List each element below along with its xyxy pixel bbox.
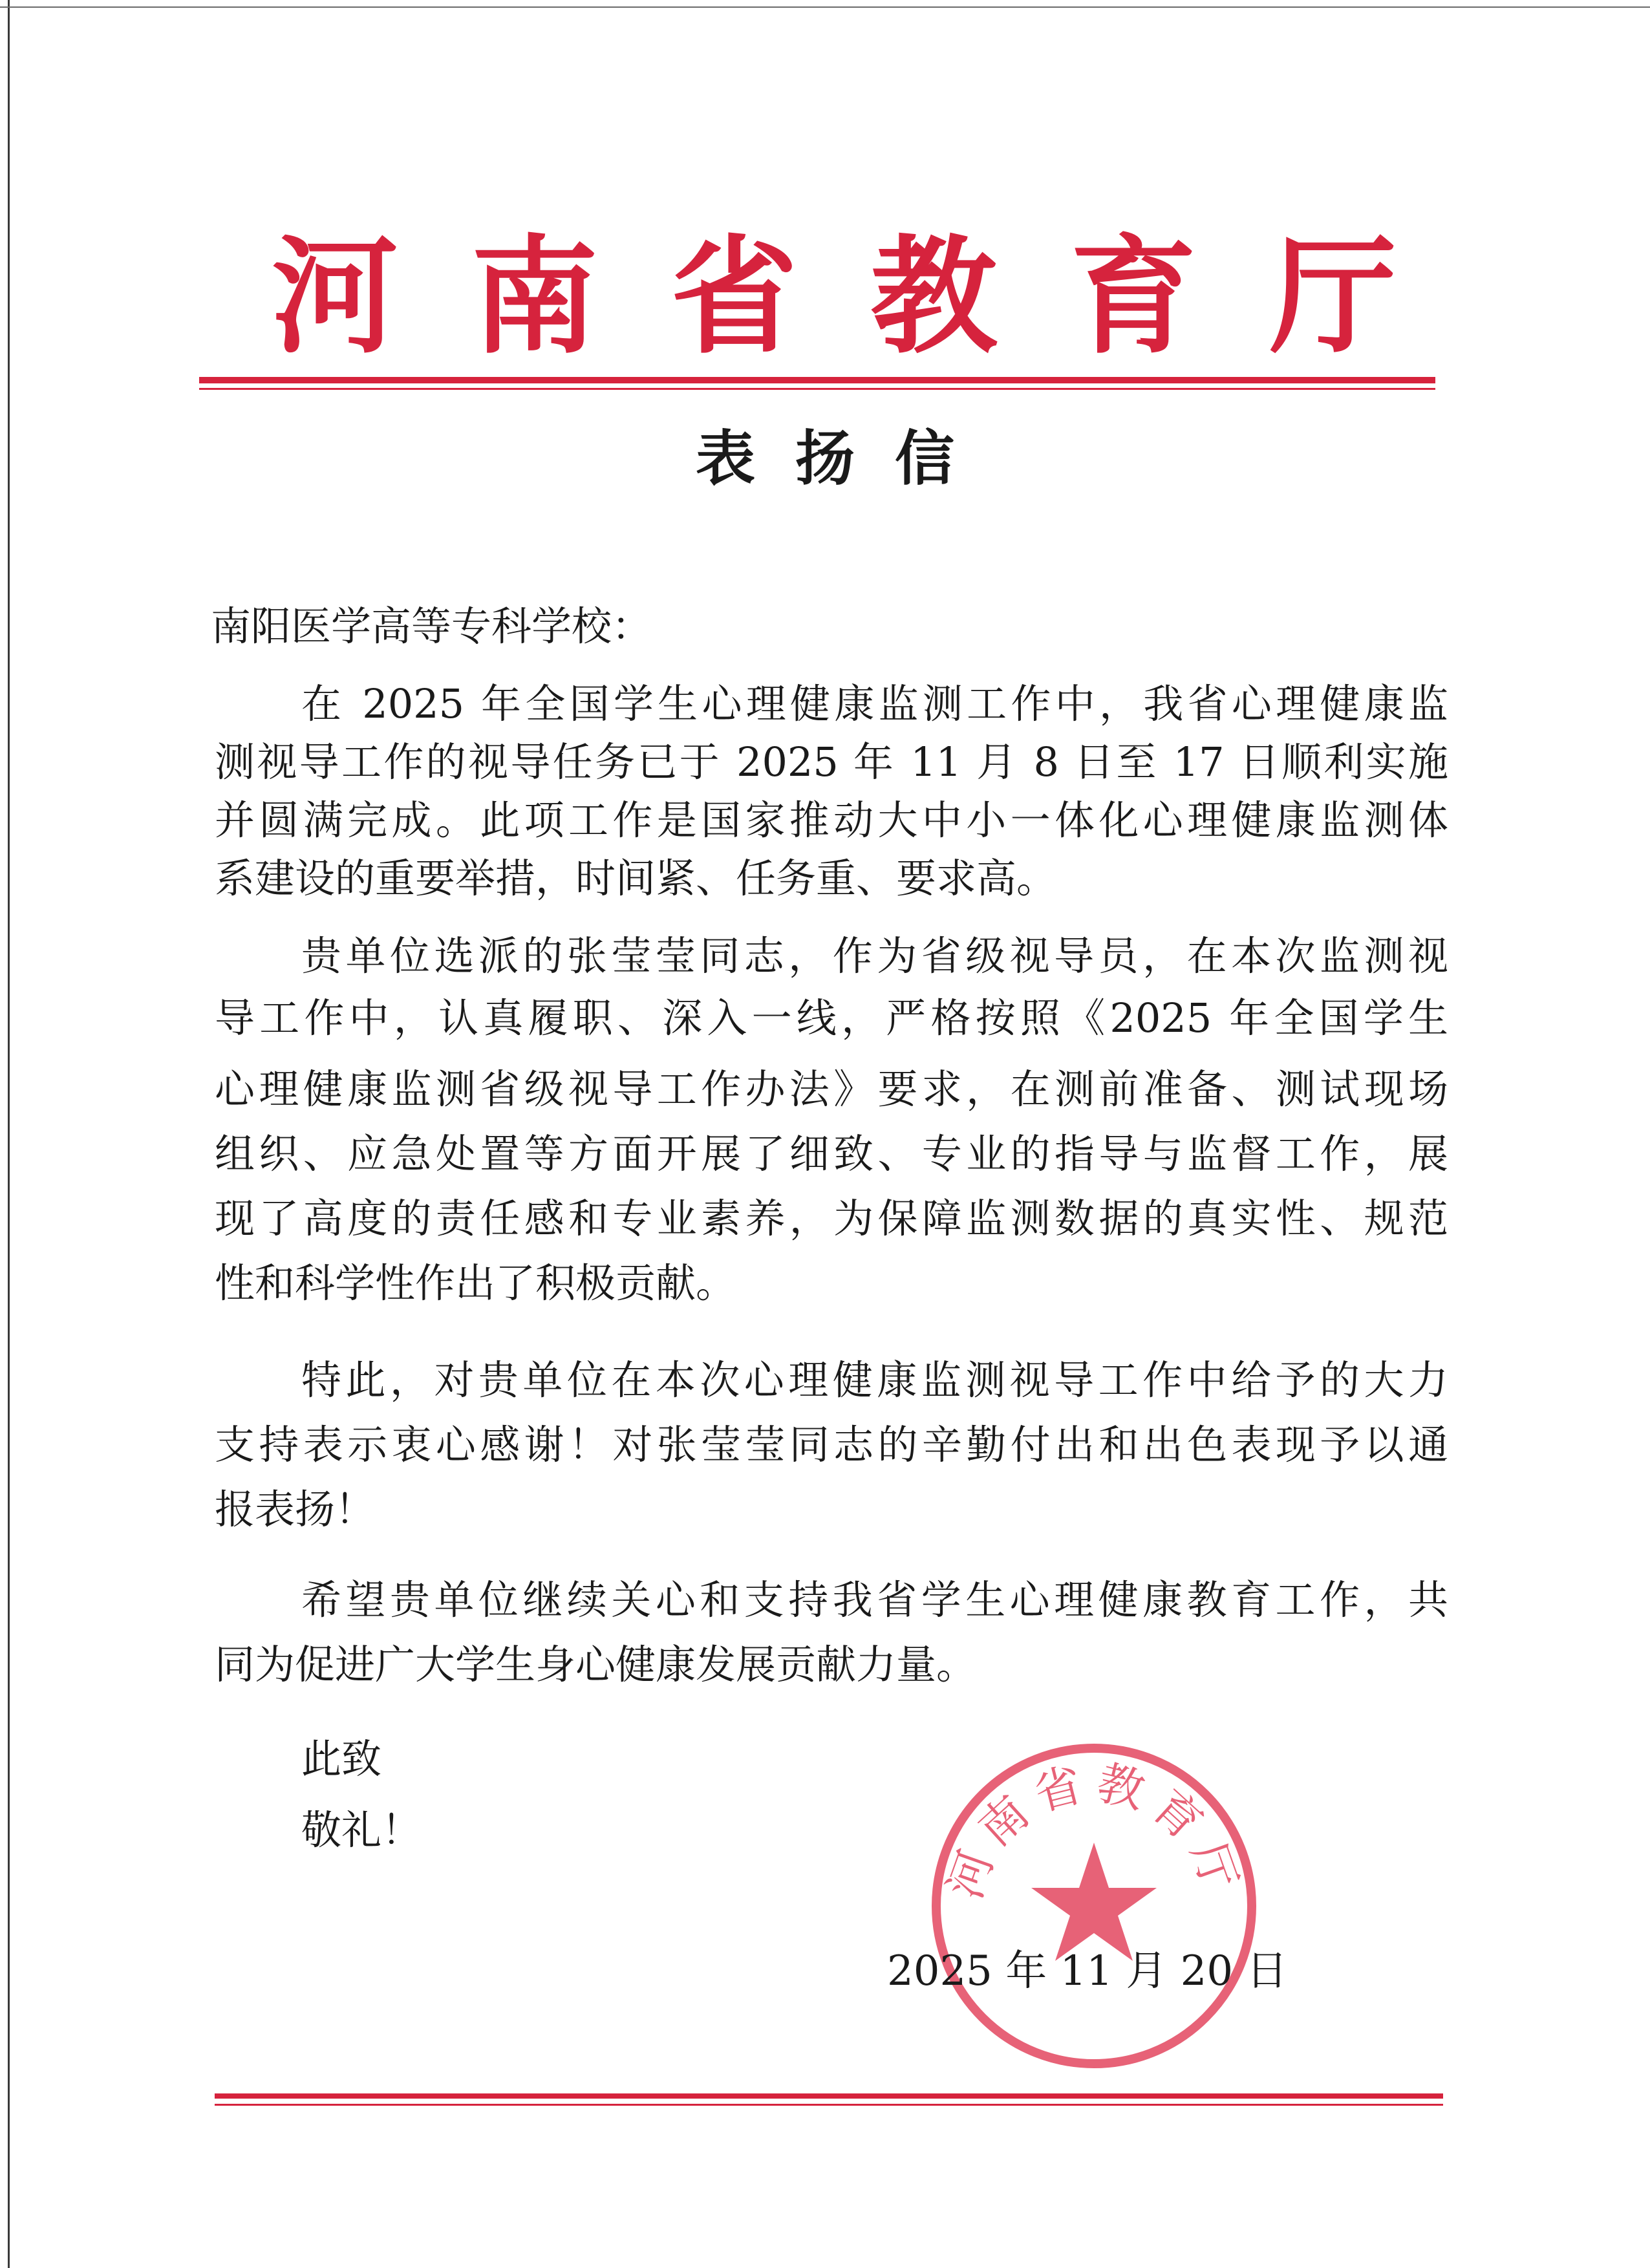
paragraph-line: 组织、应急处置等方面开展了细致、专业的指导与监督工作，展: [215, 1130, 1448, 1177]
paragraph-line: 心理健康监测省级视导工作办法》要求，在测前准备、测试现场: [215, 1065, 1448, 1113]
footer-rule-thin: [215, 2104, 1443, 2106]
scan-edge-left: [8, 0, 10, 2268]
footer-rule-thick: [215, 2093, 1443, 2099]
paragraph-line: 并圆满完成。此项工作是国家推动大中小一体化心理健康监测体: [215, 797, 1448, 844]
paragraph-line: 特此，对贵单位在本次心理健康监测视导工作中给予的大力: [301, 1356, 1448, 1404]
seal-text: 河南省教育厅: [937, 1755, 1251, 1906]
official-seal: [926, 1738, 1262, 2074]
issue-date: 2025 年 11 月 20 日: [887, 1947, 1288, 1995]
paragraph-line: 现了高度的责任感和专业素养，为保障监测数据的真实性、规范: [215, 1195, 1448, 1242]
letterhead: [194, 220, 1461, 375]
paragraph-line: 系建设的重要举措，时间紧、任务重、要求高。: [215, 855, 1057, 902]
paragraph-line: 报表扬！: [215, 1486, 376, 1533]
paragraph-line: 同为促进广大学生身心健康发展贡献力量。: [215, 1641, 977, 1688]
letterhead-char: 厅: [1269, 224, 1397, 371]
letterhead-char: 省: [670, 224, 798, 371]
header-rule-thick: [199, 377, 1435, 383]
closing-line-2: 敬礼！: [301, 1806, 422, 1854]
closing-line-1: 此致: [301, 1735, 382, 1782]
paragraph-line: 贵单位选派的张莹莹同志，作为省级视导员，在本次监测视: [301, 932, 1448, 979]
paragraph-line: 在 2025 年全国学生心理健康监测工作中，我省心理健康监: [301, 680, 1448, 727]
header-rule-thin: [199, 388, 1435, 390]
paragraph-line: 希望贵单位继续关心和支持我省学生心理健康教育工作，共: [301, 1576, 1448, 1623]
paragraph-line: 性和科学性作出了积极贡献。: [215, 1259, 736, 1307]
paragraph-line: 测视导工作的视导任务已于 2025 年 11 月 8 日至 17 日顺利实施: [215, 738, 1448, 786]
letterhead-char: 育: [1070, 224, 1197, 371]
letterhead-char: 南: [471, 224, 598, 371]
letterhead-char: 教: [870, 224, 998, 371]
document-title: 表扬信: [695, 424, 994, 493]
scan-edge-top: [0, 6, 1650, 8]
salutation: 南阳医学高等专科学校：: [211, 603, 652, 650]
paragraph-line: 导工作中，认真履职、深入一线，严格按照《2025 年全国学生: [215, 994, 1448, 1042]
paragraph-line: 支持表示衷心感谢！对张莹莹同志的辛勤付出和出色表现予以通: [215, 1421, 1448, 1468]
letterhead-char: 河: [272, 224, 399, 371]
